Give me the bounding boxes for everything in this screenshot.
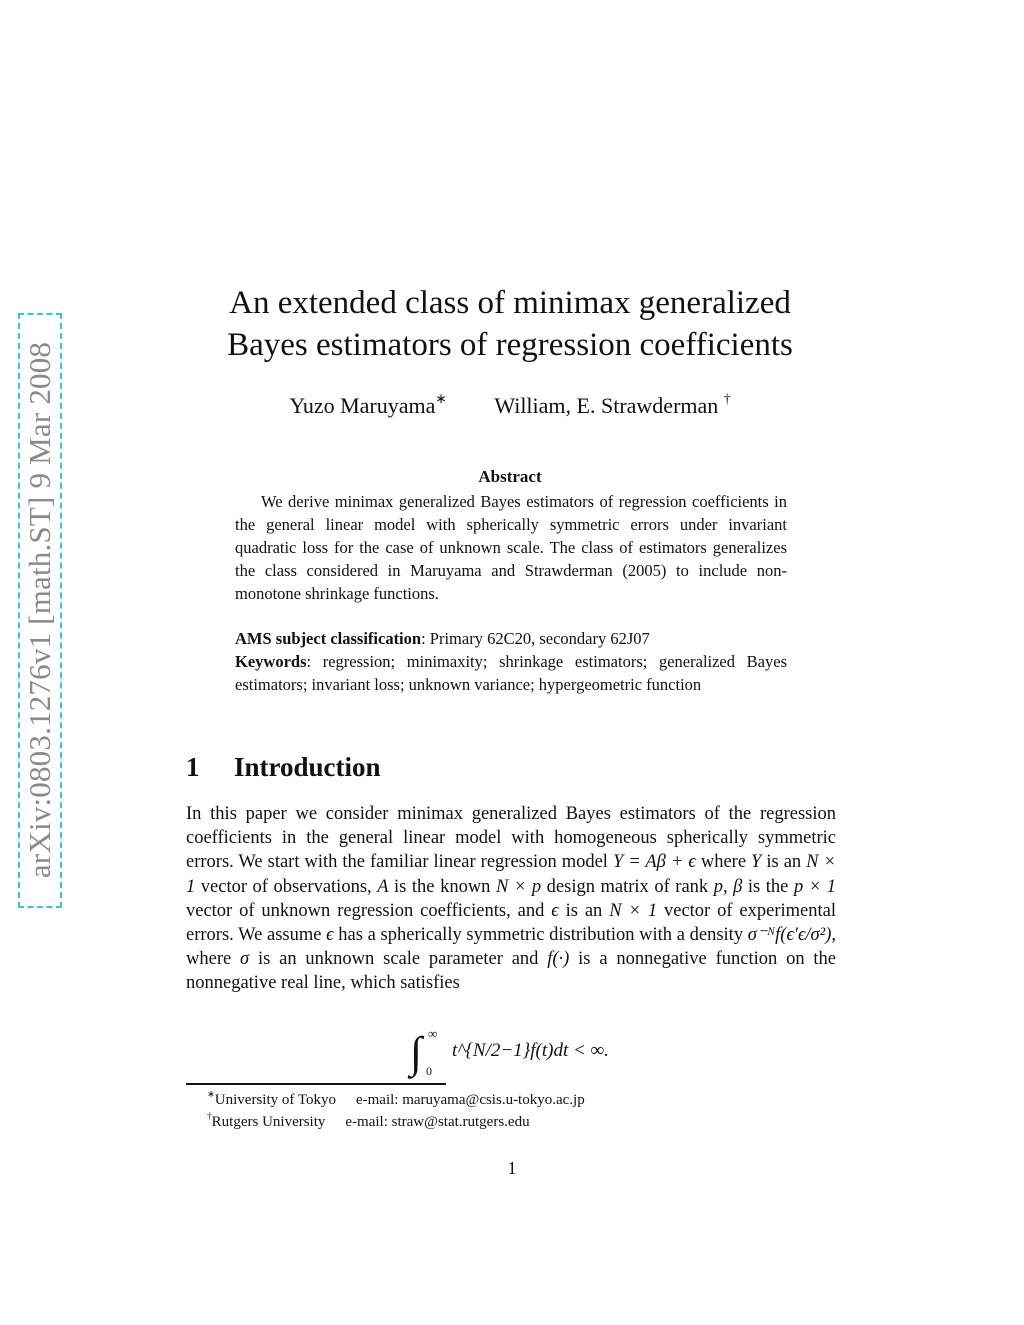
author-footnote-mark: † (723, 390, 731, 406)
author-2 (494, 392, 730, 420)
abstract-text: We derive minimax generalized Bayes estimators of regression coefficients in the general linear model with spherically symmetric errors under invariant quadratic loss for the case of unknown scale. The class of estimators generalizes the class considered in Maruyama and Strawderman (2005) to include non-monotone shrinkage functions. (235, 492, 787, 603)
page-number: 1 (507, 1158, 517, 1178)
section-heading (186, 750, 381, 784)
integrand: t^{N/2−1}f(t)dt < ∞. (452, 1040, 609, 1061)
title-line-1: An extended class of minimax generalized (229, 285, 791, 321)
keywords-value: : regression; minimaxity; shrinkage estimators; generalized Bayes estimators; invariant loss; unknown variance; hypergeometric function (235, 652, 787, 694)
introduction-paragraph: In this paper we consider minimax generalized Bayes estimators of the regression coefficients in the general linear model with homogeneous spherically symmetric errors. We start with the familiar linear regression model Y = Aβ + ϵ where Y is an N × 1 vector of observations, A is the known N × p design matrix of rank p, β is the p × 1 vector of unknown regression coefficients, and ϵ is an N × 1 vector of experimental errors. We assume ϵ has a spherically symmetric distribution with a density σ⁻ᴺf(ϵ′ϵ/σ²), where σ is an unknown scale parameter and f(·) is a nonnegative function on the nonnegative real line, which satisfies (186, 804, 837, 994)
title-line-2: Bayes estimators of regression coefficients (227, 327, 793, 363)
author-name: William, E. Strawderman (494, 393, 724, 418)
arxiv-identifier: arXiv:0803.1276v1 [math.ST] 9 Mar 2008 (22, 341, 57, 879)
section-title: Introduction (234, 752, 381, 782)
author-list (150, 392, 870, 420)
author-footnote-mark: ∗ (435, 390, 447, 406)
abstract-heading: Abstract (478, 467, 542, 486)
integral-lower-limit: 0 (426, 1064, 432, 1078)
paper-title (150, 282, 870, 366)
ams-classification (235, 627, 787, 650)
author-1 (289, 392, 446, 420)
keywords (235, 650, 787, 696)
author-name: Yuzo Maruyama (289, 393, 436, 418)
footnote-affiliation: Rutgers University (211, 1114, 326, 1130)
footnote-1: ∗University of Tokyo e-mail: maruyama@csis.u-tokyo.ac.jp (207, 1089, 585, 1108)
footnote-email: e-mail: maruyama@csis.u-tokyo.ac.jp (355, 1092, 585, 1108)
footnote-2: †Rutgers University e-mail: straw@stat.rutgers.edu (207, 1111, 530, 1130)
ams-label: AMS subject classification (235, 629, 422, 648)
footnote-affiliation: University of Tokyo (214, 1092, 336, 1108)
section-number: 1 (186, 752, 200, 782)
footnotes (207, 1089, 585, 1133)
footnote-divider (186, 1083, 446, 1085)
integral-equation (410, 1028, 630, 1082)
ams-value: : Primary 62C20, secondary 62J07 (421, 629, 650, 648)
footnote-email: e-mail: straw@stat.rutgers.edu (345, 1114, 530, 1130)
integral-upper-limit: ∞ (428, 1026, 438, 1041)
keywords-label: Keywords (235, 652, 307, 671)
integral-sign: ∫ (410, 1028, 423, 1077)
